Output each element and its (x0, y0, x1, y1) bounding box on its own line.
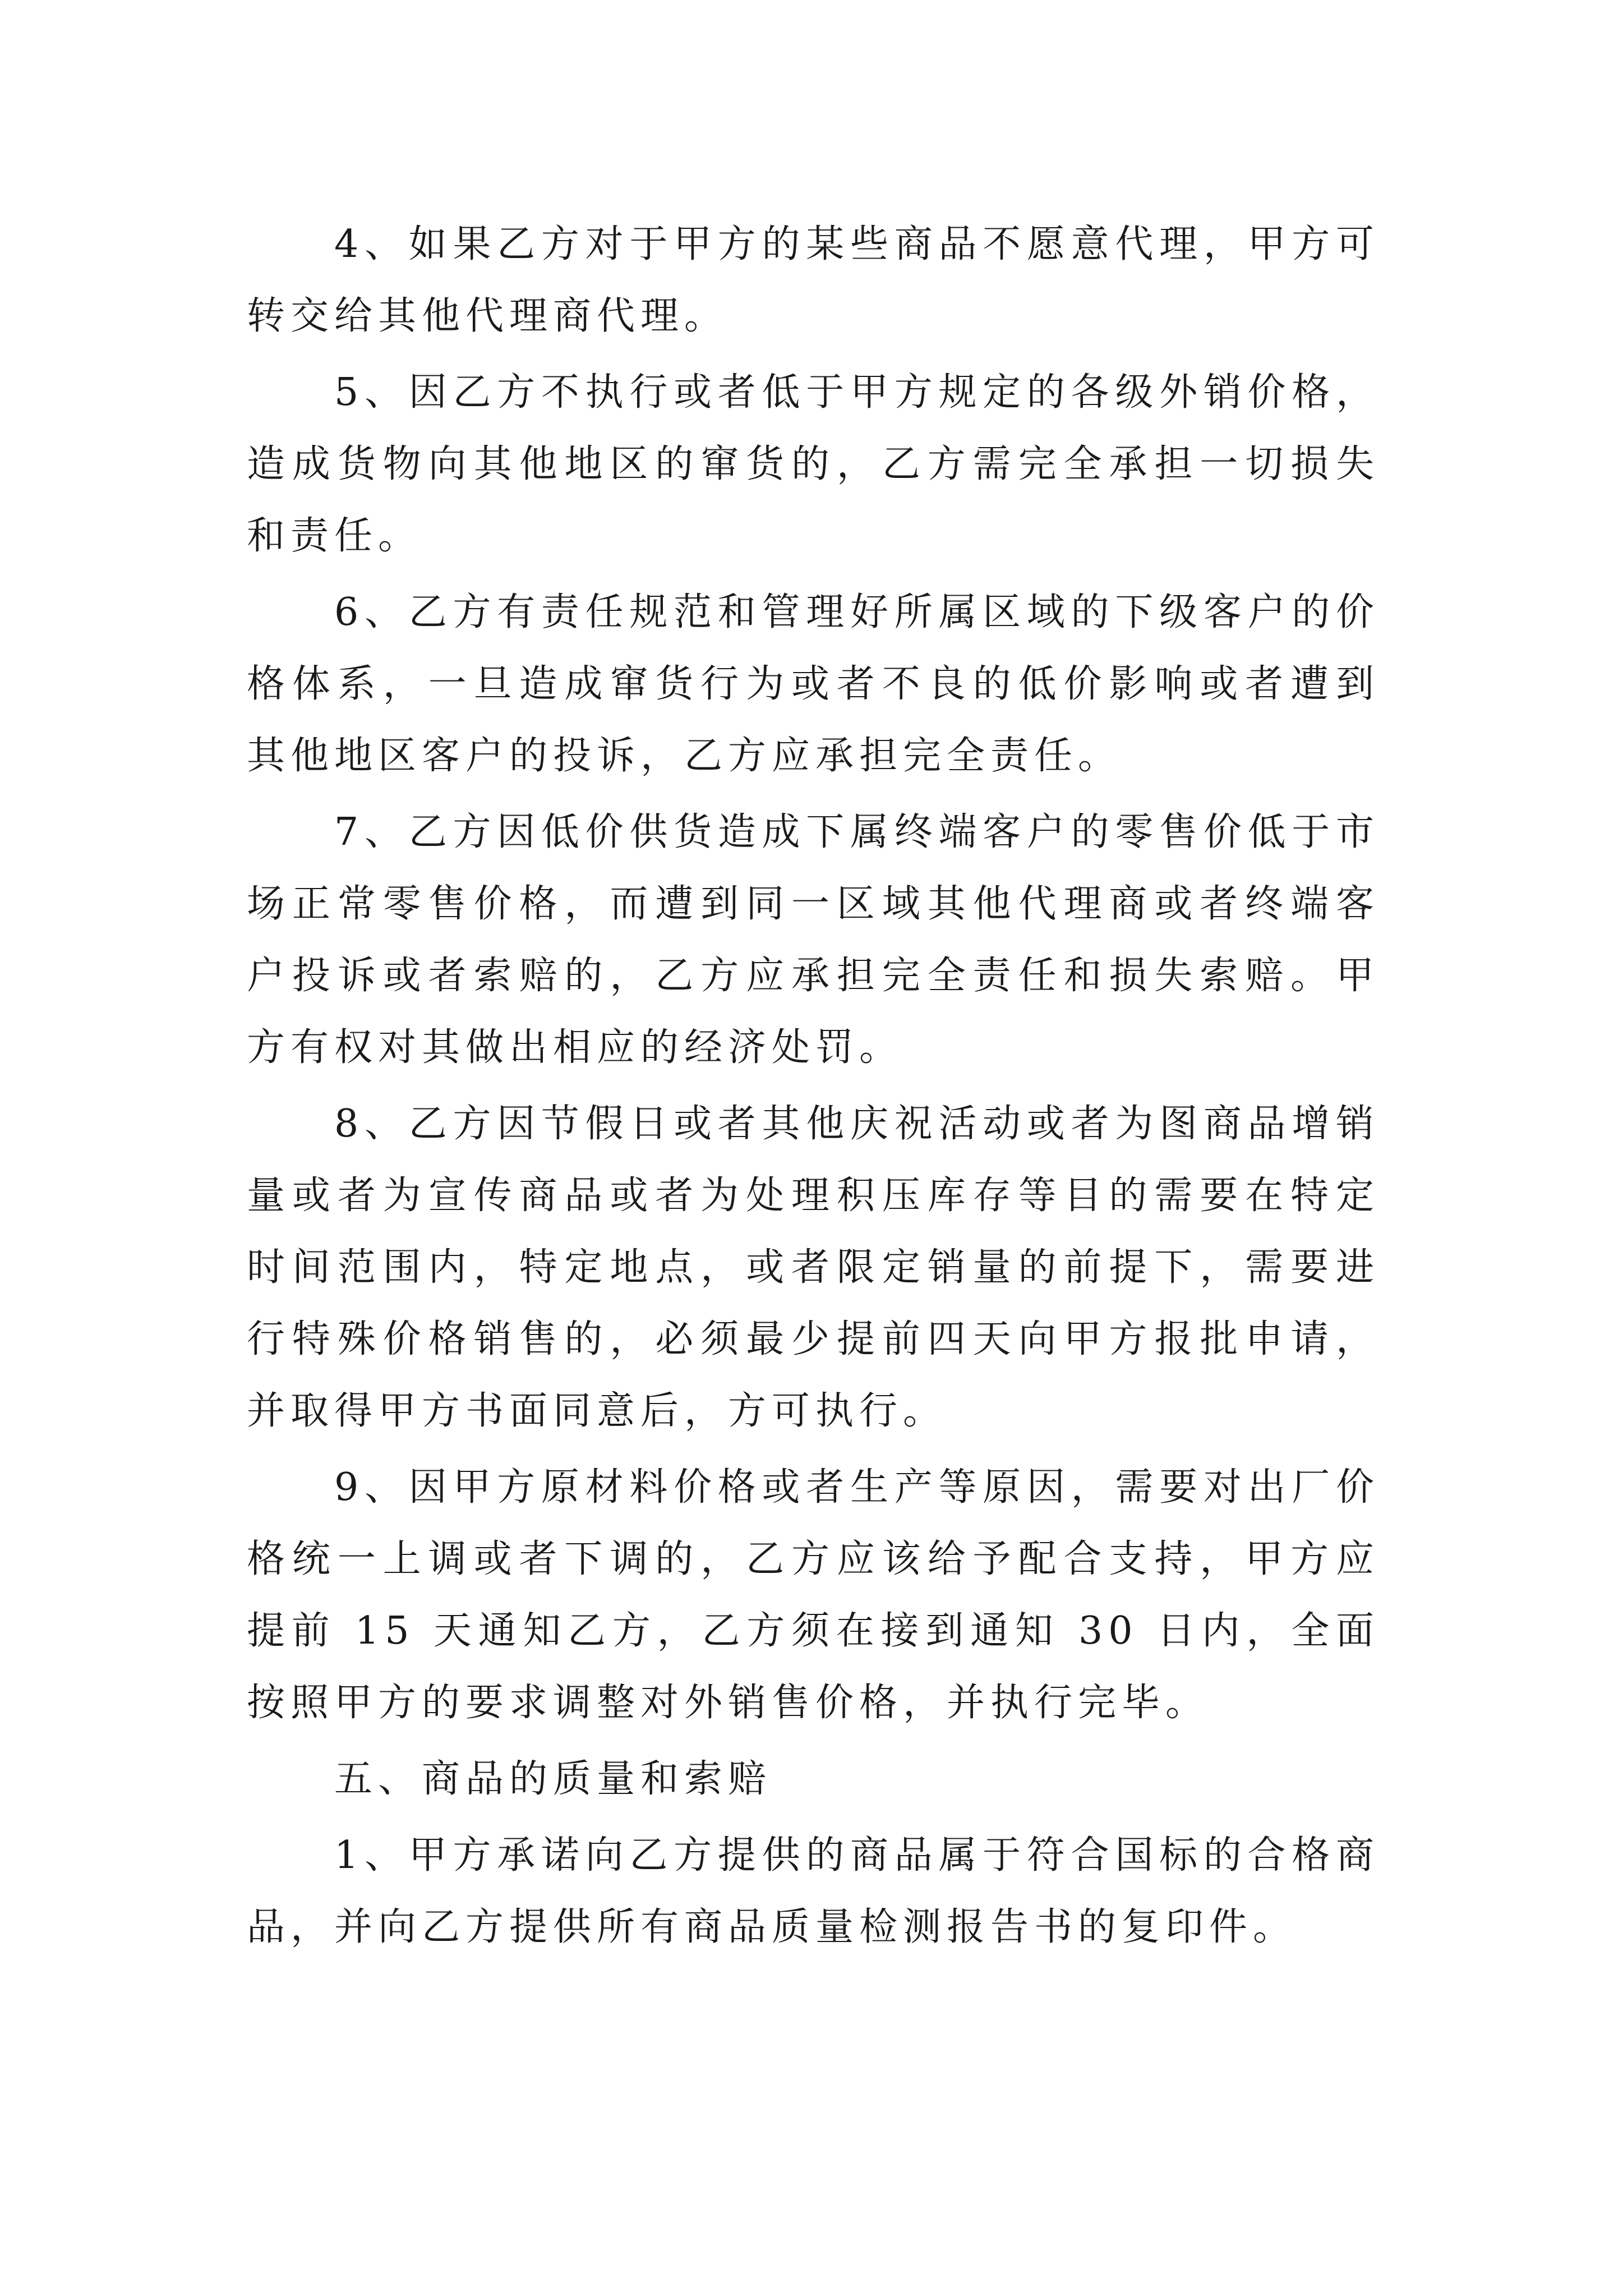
clause-paragraph-9: 9、因甲方原材料价格或者生产等原因，需要对出厂价格统一上调或者下调的，乙方应该给予配合支持，甲方应提前 15 天通知乙方，乙方须在接到通知 30 日内，全面按照甲方的要求调整对外销售价格，并执行完毕。 (247, 1465, 1380, 1725)
clause-paragraph-4: 4、如果乙方对于甲方的某些商品不愿意代理，甲方可转交给其他代理商代理。 (247, 222, 1380, 338)
clause-paragraph-5: 5、因乙方不执行或者低于甲方规定的各级外销价格，造成货物向其他地区的窜货的，乙方需完全承担一切损失和责任。 (247, 370, 1380, 558)
document-body (247, 209, 1380, 1968)
clause-paragraph-8: 8、乙方因节假日或者其他庆祝活动或者为图商品增销量或者为宣传商品或者为处理积压库存等目的需要在特定时间范围内，特定地点，或者限定销量的前提下，需要进行特殊价格销售的，必须最少提前四天向甲方报批申请，并取得甲方书面同意后，方可执行。 (247, 1102, 1380, 1433)
clause-paragraph-6: 6、乙方有责任规范和管理好所属区域的下级客户的价格体系，一旦造成窜货行为或者不良的低价影响或者遭到其他地区客户的投诉，乙方应承担完全责任。 (247, 590, 1380, 778)
section-heading-quality-and-claims: 五、商品的质量和索赔 (334, 1757, 772, 1801)
quality-clause-paragraph-1: 1、甲方承诺向乙方提供的商品属于符合国标的合格商品，并向乙方提供所有商品质量检测报告书的复印件。 (247, 1833, 1380, 1949)
clause-paragraph-7: 7、乙方因低价供货造成下属终端客户的零售价低于市场正常零售价格，而遭到同一区域其他代理商或者终端客户投诉或者索赔的，乙方应承担完全责任和损失索赔。甲方有权对其做出相应的经济处罚。 (247, 810, 1380, 1070)
